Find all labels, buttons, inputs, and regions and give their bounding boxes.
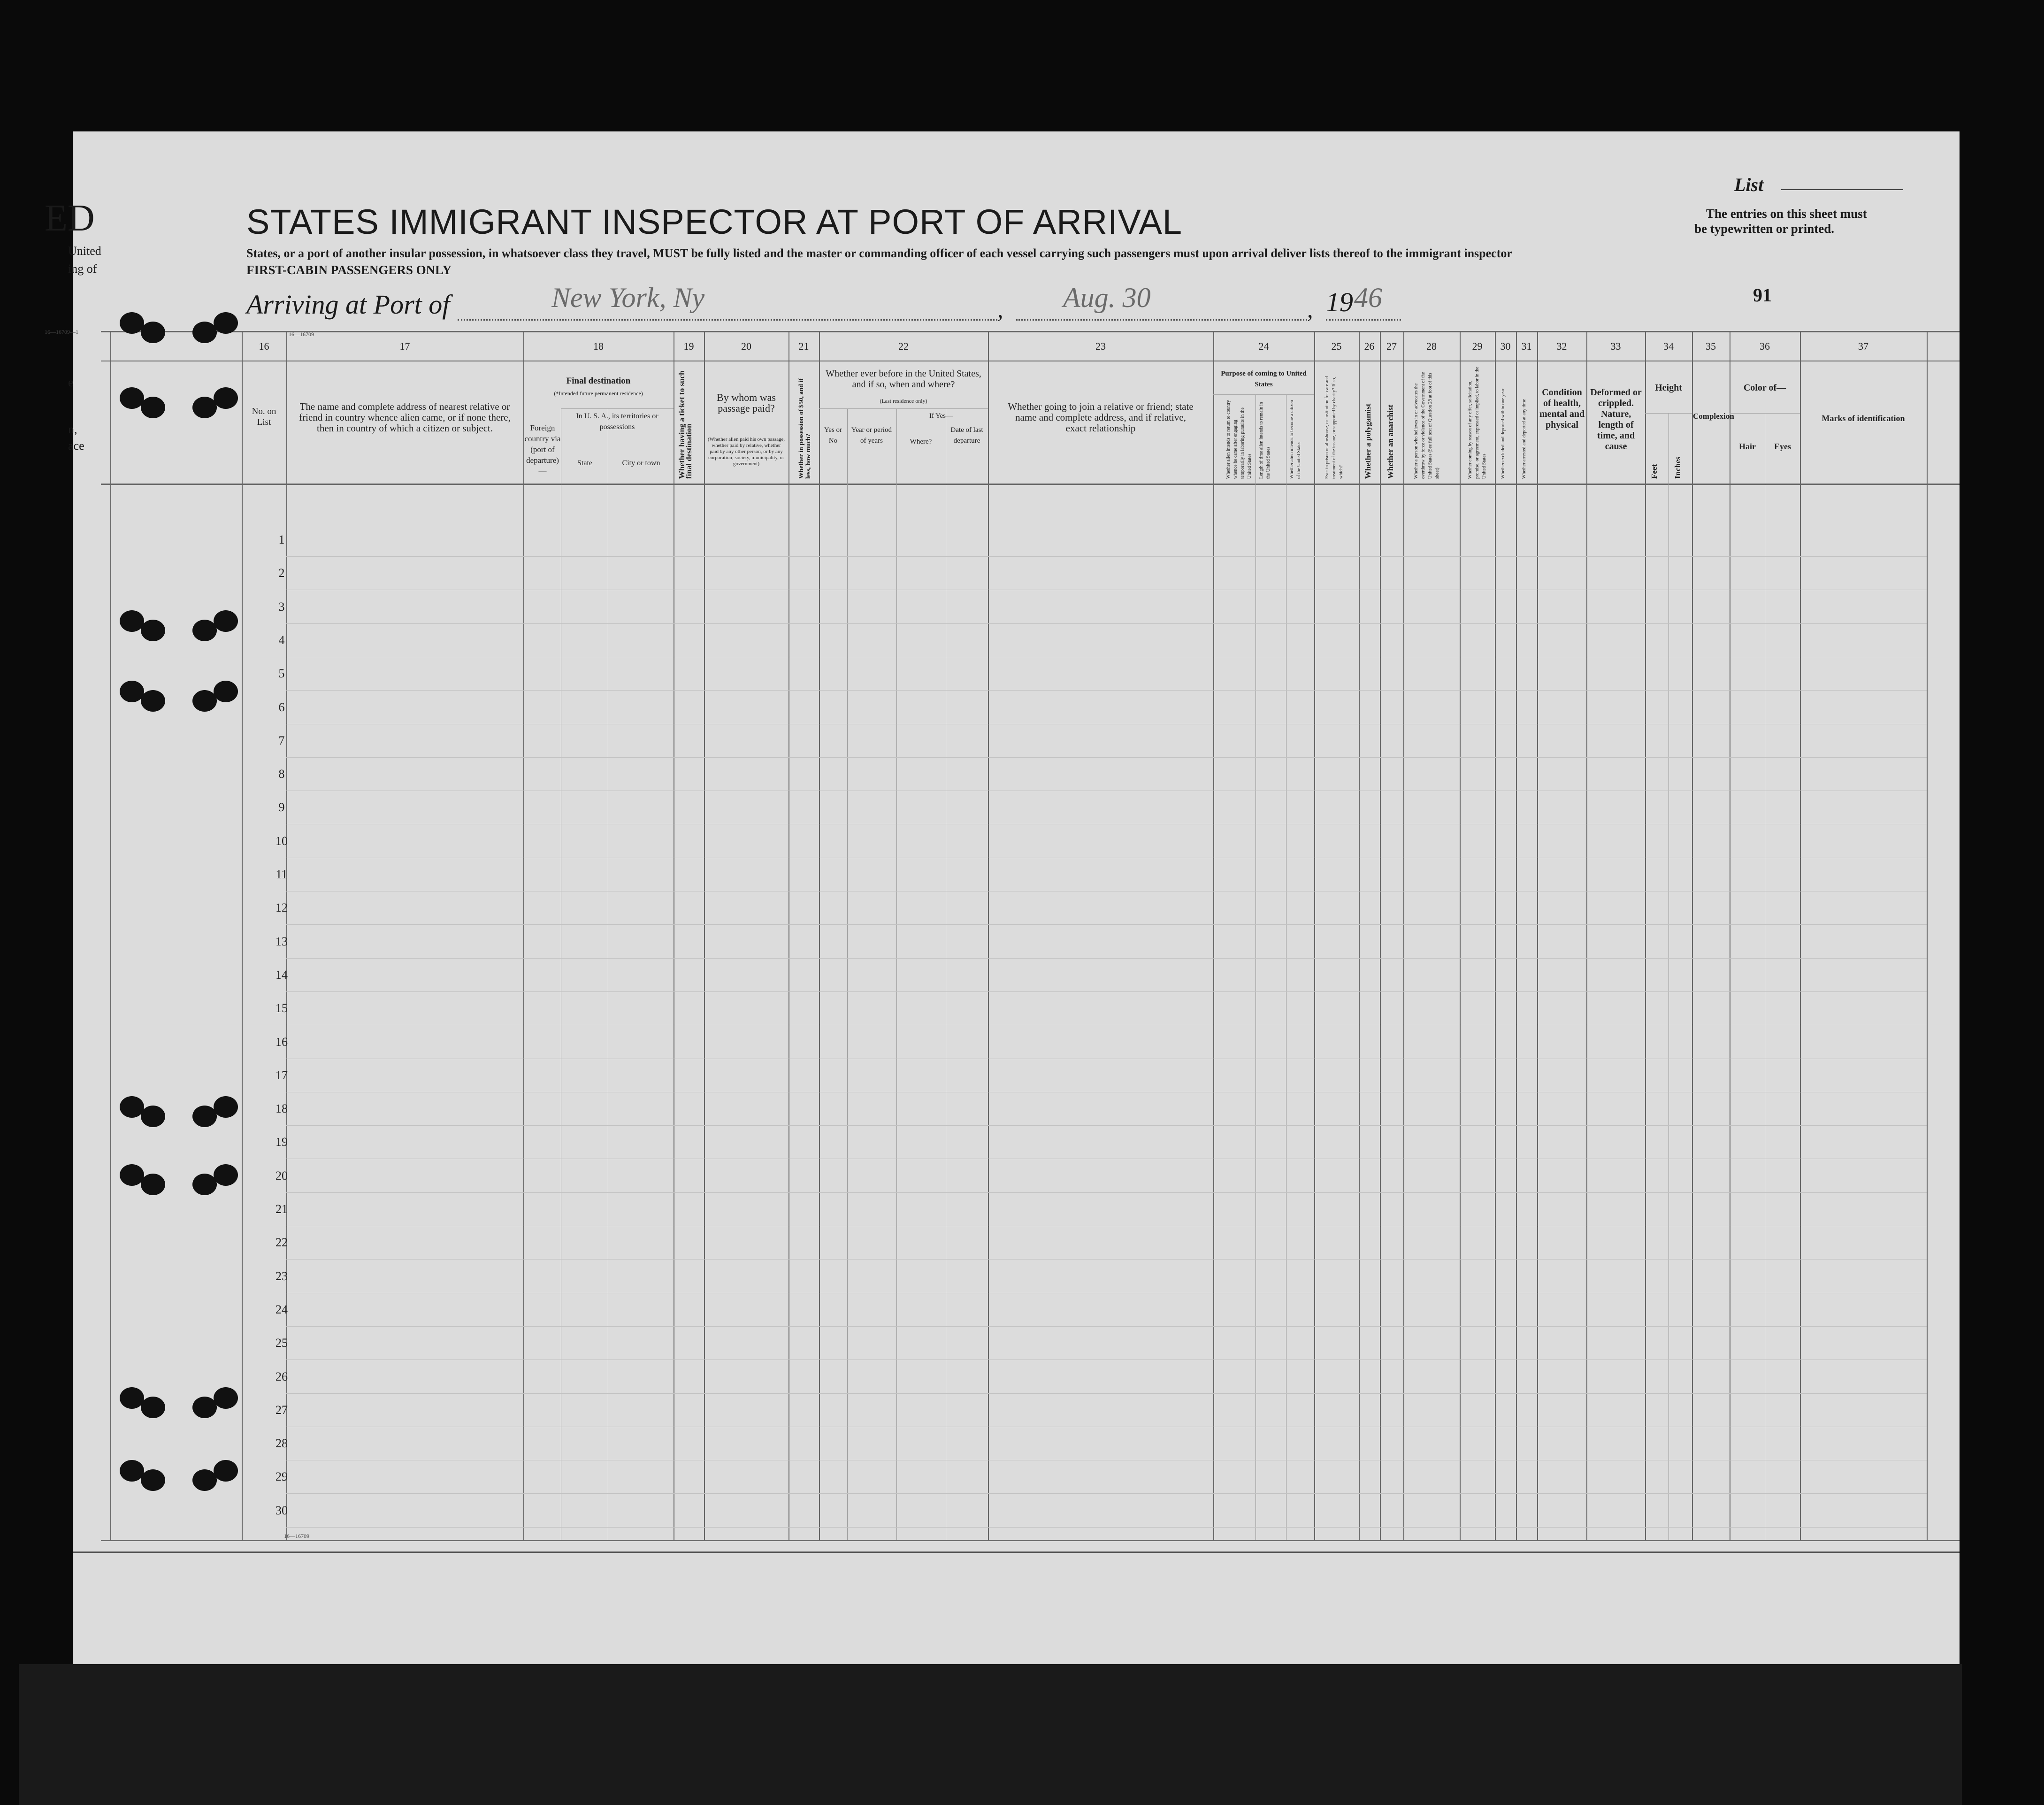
page-title: STATES IMMIGRANT INSPECTOR AT PORT OF ARRIVAL <box>246 202 1183 241</box>
punch-hole <box>214 1460 238 1482</box>
col-num: 19 <box>683 340 694 352</box>
row-number: 28 <box>276 1436 288 1451</box>
row-number: 23 <box>276 1269 288 1283</box>
punch-hole <box>192 1106 217 1127</box>
row-number: 7 <box>278 733 285 747</box>
row-number: 12 <box>276 901 288 915</box>
punch-hole <box>120 1164 144 1186</box>
year-value: 46 <box>1354 282 1382 313</box>
row-number: 3 <box>278 599 285 614</box>
col-header-date-departure: Date of last departure <box>950 426 983 445</box>
scan-background <box>19 1664 1962 1805</box>
port-value: New York, Ny <box>551 282 705 313</box>
row-number: 27 <box>276 1403 288 1417</box>
manifest-sheet: ED United ing of e n, ace 16—16709—1 STATES IMMIGRANT INSPECTOR AT PORT OF ARRIVAL States, or a port of another insular possession, in whatsoever class they travel, MUST be fully listed and the master or commanding officer of each vessel carrying such passengers must upon arrival deliver lists thereof to the immigrant inspector FIRST-CABIN PASSENGERS ONLY Arriving at Port of New York, Ny , Aug. 30 , 19 46 List The entries on this sheet must be typewritten or printed. 91 16—16709 16 17 18 19 20 21 22 23 24 25 26 27 28 29 30 31 32 33 34 35 36 37 No. on List The name and complete address of nearest relative or friend in country whence alien came, or if none there, then in country of which a citizen or subject. Final destination (*Intended future permanent residence) Foreign country via (port of departure)— In U. S. A., its territories or possessions State City or town Whether having a ticket to such final destination By whom was passage paid? (Whether alien paid his own passage, whether paid by relative, whether paid by any other person, or by any corporation, society, municipality, or government) Whether in possession of $50, and if less, how much? Whether ever before in the United States, and if so, when and where? (Last residence only) If Yes— Yes or No Year or period of years Where? Date of last departure Whether going to join a relative or friend; state name and complete address, and if relative, exact relationship Purpose of coming to United States Whether alien intends to return to country whence he came after engaging temporarily in laboring pursuits in the United States Length of time alien intends to remain in the United States Whether alien intends to become a citizen of the United States Ever in prison or almshouse, or institution for care and treatment of the insane, or supported by charity? If so, which? Whether a polygamist Whether an anarchist Whether a person who believes in or advocates the overthrow by force or violence of the Government of the United States (See full text of Question 28 at foot of this sheet) Whether coming by reason of any offer, solicitation, promise, or agreement, expressed or implied, to labor in the United States Whether excluded and deported within one year Whether arrested and deported at any time Condition of health, mental and physical Deformed or crippled. Nature, length of time, and cause Height Feet Inches Complexion Color of— Hair Eyes Marks of identification 1 2 3 4 5 6 7 8 9 10 11 12 13 14 15 16 17 18 19 20 21 22 23 24 25 26 27 28 29 30 16—16709 <box>73 131 1960 1664</box>
col-header-foreign-country: Foreign country via (port of departure)— <box>524 423 561 476</box>
col-header-passage-note: (Whether alien paid his own passage, whether paid by relative, whether paid by any other person, or by any corporation, society, municipality, or government) <box>707 437 785 467</box>
col-num: 35 <box>1706 340 1716 352</box>
col-num: 30 <box>1500 340 1511 352</box>
punch-hole <box>192 690 217 712</box>
punch-hole <box>192 322 217 343</box>
col-header-inches: Inches <box>1673 456 1682 479</box>
col-header-if-yes: If Yes— <box>929 412 953 420</box>
col-header-purpose-citizen: Whether alien intends to become a citizen of the United States <box>1289 400 1301 479</box>
punch-hole <box>214 1096 238 1118</box>
edge-fragment: n, <box>68 422 77 436</box>
col-header-join-relative: Whether going to join a relative or friend; state name and complete address, and if relative, exact relationship <box>1008 401 1194 434</box>
col-num: 16 <box>259 340 269 352</box>
col-header-previous-visit: Whether ever before in the United States, and if so, when and where? <box>826 369 981 390</box>
col-header-excluded: Whether excluded and deported within one year <box>1500 388 1506 479</box>
col-num: 20 <box>741 340 751 352</box>
punch-hole <box>192 1397 217 1418</box>
punch-hole <box>141 1174 165 1195</box>
first-cabin-label: FIRST-CABIN PASSENGERS ONLY <box>246 263 452 277</box>
row-number: 18 <box>276 1102 288 1116</box>
row-number: 14 <box>276 968 288 982</box>
row-number: 1 <box>278 533 285 546</box>
instructions-line-2: be typewritten or printed. <box>1694 222 1834 236</box>
col-num: 31 <box>1521 340 1532 352</box>
row-number: 19 <box>276 1135 288 1149</box>
col-header-passage: By whom was passage paid? <box>717 392 776 414</box>
col-num: 24 <box>1258 340 1269 352</box>
col-header-final-destination: Final destination <box>566 376 631 386</box>
punch-hole <box>120 312 144 334</box>
col-num: 25 <box>1331 340 1342 352</box>
punch-hole <box>214 1387 238 1409</box>
arriving-label: Arriving at Port of <box>246 289 450 320</box>
row-number: 25 <box>276 1336 288 1350</box>
col-header-purpose-return: Whether alien intends to return to country whence he came after engaging temporarily in laboring pursuits in the United States <box>1226 400 1252 479</box>
edge-fragment: ing of <box>68 262 97 276</box>
col-header-final-destination-note: (*Intended future permanent residence) <box>554 390 643 397</box>
col-header-purpose-length: Length of time alien intends to remain in the United States <box>1259 402 1271 479</box>
row-number: 26 <box>276 1369 288 1383</box>
instructions-line-1: The entries on this sheet must <box>1706 207 1867 221</box>
col-num: 26 <box>1364 340 1375 352</box>
punch-hole <box>141 1469 165 1491</box>
col-num: 34 <box>1663 340 1674 352</box>
row-number: 20 <box>276 1168 288 1183</box>
col-header-no-on-list: No. on List <box>252 407 276 427</box>
row-number: 21 <box>276 1202 288 1216</box>
col-num: 33 <box>1610 340 1621 352</box>
col-header-yes-no: Yes or No <box>824 426 842 445</box>
col-num: 23 <box>1095 340 1106 352</box>
date-value: Aug. 30 <box>1063 282 1151 313</box>
sheet-number: 91 <box>1753 284 1772 306</box>
col-header-relative: The name and complete address of nearest relative or friend in country whence alien came, or if none there, then in country of which a citizen or subject. <box>299 401 511 434</box>
row-number: 15 <box>276 1001 288 1015</box>
col-num: 21 <box>798 340 809 352</box>
col-header-anarchist: Whether an anarchist <box>1386 404 1395 479</box>
punch-hole <box>214 312 238 334</box>
col-header-polygamist: Whether a polygamist <box>1363 403 1372 479</box>
form-code-top: 16—16709 <box>289 331 314 338</box>
form-code-bottom: 16—16709 <box>284 1533 309 1539</box>
row-number: 22 <box>276 1236 288 1250</box>
col-num: 29 <box>1472 340 1483 352</box>
row-number: 8 <box>278 767 285 781</box>
row-number: 16 <box>276 1035 288 1049</box>
edge-fragment: e <box>68 376 74 389</box>
col-header-usa: In U. S. A., its territories or possessions <box>576 412 658 431</box>
punch-hole <box>120 1387 144 1409</box>
punch-hole <box>120 681 144 702</box>
col-header-height: Height <box>1655 383 1682 393</box>
row-number: 2 <box>278 566 285 580</box>
row-number: 10 <box>276 834 288 848</box>
col-num: 32 <box>1556 340 1567 352</box>
col-header-year: Year or period of years <box>851 426 892 445</box>
year-prefix: 19 <box>1326 287 1353 317</box>
edge-fragment-ed: ED <box>45 198 95 239</box>
punch-hole <box>120 387 144 409</box>
punch-hole <box>141 620 165 641</box>
col-header-hair: Hair <box>1739 442 1756 451</box>
punch-hole <box>214 681 238 702</box>
col-header-deformed: Deformed or crippled. Nature, length of time, and cause <box>1590 387 1642 452</box>
row-number: 5 <box>278 667 285 681</box>
col-header-overthrow: Whether a person who believes in or advocates the overthrow by force or violence of the Government of the United States (See full text of Question 28 at foot of this sheet) <box>1414 372 1440 479</box>
edge-fragment: ace <box>68 439 84 453</box>
col-header-previous-visit-note: (Last residence only) <box>880 398 927 404</box>
punch-hole <box>192 1174 217 1195</box>
punch-hole <box>120 1096 144 1118</box>
row-number: 30 <box>276 1503 288 1517</box>
punch-hole <box>192 1469 217 1491</box>
col-num: 36 <box>1760 340 1770 352</box>
punch-hole <box>141 397 165 418</box>
list-label: List <box>1734 174 1764 195</box>
punch-hole <box>120 1460 144 1482</box>
row-number: 9 <box>278 800 285 814</box>
col-num: 28 <box>1426 340 1437 352</box>
punch-hole <box>192 620 217 641</box>
col-header-feet: Feet <box>1650 464 1659 479</box>
col-header-city: City or town <box>622 459 660 467</box>
row-number: 4 <box>278 633 285 647</box>
intro-text: States, or a port of another insular possession, in whatsoever class they travel, MUST be fully listed and the master or commanding officer of each vessel carrying such passengers must upon arrival deliver lists thereof to the immigrant inspector <box>246 246 1512 260</box>
col-header-arrested: Whether arrested and deported at any time <box>1522 399 1527 479</box>
punch-hole <box>141 1397 165 1418</box>
col-header-state: State <box>577 459 592 467</box>
punch-hole <box>141 1106 165 1127</box>
col-header-where: Where? <box>910 438 932 445</box>
col-header-labor-offer: Whether coming by reason of any offer, solicitation, promise, or agreement, expressed or implied, to labor in the United States <box>1468 367 1487 479</box>
col-num: 18 <box>593 340 604 352</box>
col-header-color: Color of— <box>1743 383 1786 393</box>
punch-hole <box>141 322 165 343</box>
punch-hole <box>120 610 144 632</box>
col-num: 22 <box>898 340 909 352</box>
col-num: 27 <box>1386 340 1397 352</box>
col-num: 37 <box>1858 340 1868 352</box>
row-number: 11 <box>276 868 288 881</box>
col-num: 17 <box>399 340 410 352</box>
punch-hole <box>141 690 165 712</box>
row-number: 24 <box>276 1302 288 1316</box>
punch-hole <box>214 387 238 409</box>
punch-hole <box>214 610 238 632</box>
col-header-complexion: Complexion <box>1693 412 1734 421</box>
row-number: 6 <box>278 700 285 714</box>
col-header-eyes: Eyes <box>1774 442 1791 451</box>
row-number: 17 <box>276 1068 288 1082</box>
form-code-left: 16—16709—1 <box>45 329 78 335</box>
row-number: 29 <box>276 1470 288 1484</box>
col-header-prison: Ever in prison or almshouse, or institution for care and treatment of the insane, or supported by charity? If so, which? <box>1324 376 1344 479</box>
col-header-health: Condition of health, mental and physical <box>1539 387 1585 430</box>
col-header-ticket: Whether having a ticket to such final destination <box>677 370 693 479</box>
col-header-purpose: Purpose of coming to United States <box>1221 370 1307 388</box>
edge-fragment: United <box>68 244 101 258</box>
punch-hole <box>214 1164 238 1186</box>
row-number: 13 <box>276 934 288 948</box>
punch-hole <box>192 397 217 418</box>
col-header-fifty-dollars: Whether in possession of $50, and if less, how much? <box>798 378 812 479</box>
col-header-marks: Marks of identification <box>1822 414 1905 423</box>
